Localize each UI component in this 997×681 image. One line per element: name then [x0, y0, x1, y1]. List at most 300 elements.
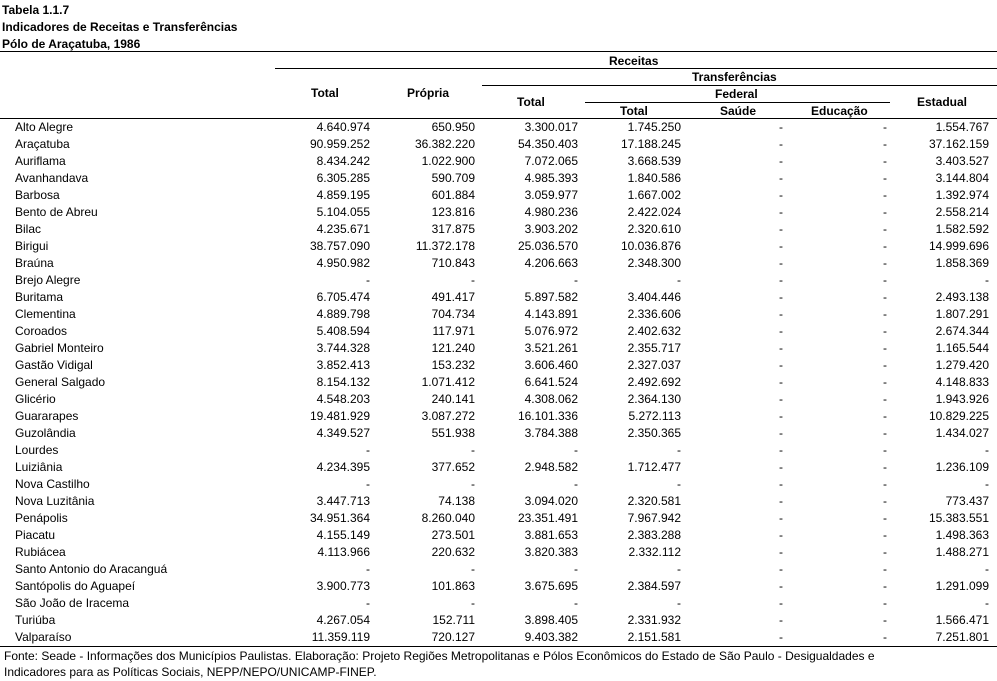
municipio-cell: Lourdes [15, 443, 59, 457]
table-row [0, 527, 997, 544]
propria-cell: 377.652 [431, 460, 475, 474]
propria-cell: 491.417 [431, 290, 475, 304]
municipio-cell: Guararapes [15, 409, 79, 423]
estadual-cell: 4.148.833 [935, 375, 989, 389]
propria-cell: 590.709 [431, 171, 475, 185]
transferencias-total-cell: 3.903.202 [524, 222, 578, 236]
transferencias-total-cell: 3.521.261 [524, 341, 578, 355]
federal-total-cell: 2.384.597 [627, 579, 681, 593]
estadual-cell: 7.251.801 [935, 630, 989, 644]
saude-cell: - [779, 290, 783, 304]
federal-total-cell: 2.332.112 [628, 545, 681, 559]
educacao-cell: - [883, 494, 887, 508]
table-row [0, 595, 997, 612]
estadual-cell: 1.582.592 [935, 222, 989, 236]
estadual-cell: 1.279.420 [935, 358, 989, 372]
saude-cell: - [779, 154, 783, 168]
municipio-cell: Braúna [15, 256, 54, 270]
municipio-cell: Bento de Abreu [15, 205, 98, 219]
federal-total-cell: 3.404.446 [627, 290, 681, 304]
header-estadual: Estadual [917, 95, 968, 109]
table-row [0, 493, 997, 510]
transferencias-total-cell: 4.143.891 [524, 307, 578, 321]
estadual-cell: 37.162.159 [928, 137, 989, 151]
federal-total-cell: 2.336.606 [627, 307, 681, 321]
propria-cell: 650.950 [431, 120, 475, 134]
source-note [4, 648, 994, 680]
table-row [0, 476, 997, 493]
propria-cell: 1.022.900 [421, 154, 475, 168]
total-cell: 4.889.798 [316, 307, 370, 321]
federal-total-cell: 10.036.876 [620, 239, 681, 253]
total-cell: 4.155.149 [316, 528, 370, 542]
propria-cell: 710.843 [431, 256, 475, 270]
saude-cell: - [779, 460, 783, 474]
estadual-cell: 1.165.544 [935, 341, 989, 355]
table-row [0, 459, 997, 476]
transferencias-total-cell: 3.094.020 [524, 494, 578, 508]
propria-cell: 8.260.040 [421, 511, 475, 525]
estadual-cell: 1.566.471 [935, 613, 989, 627]
saude-cell: - [779, 307, 783, 321]
saude-cell: - [779, 137, 783, 151]
municipio-cell: Bilac [15, 222, 42, 236]
federal-total-cell: 2.348.300 [627, 256, 681, 270]
table-row [0, 374, 997, 391]
header-receitas: Receitas [609, 54, 659, 68]
municipio-cell: Santo Antonio do Aracanguá [15, 562, 168, 576]
saude-cell: - [779, 341, 783, 355]
total-cell: 6.705.474 [316, 290, 370, 304]
municipio-cell: Brejo Alegre [15, 273, 81, 287]
table-number: Tabela 1.1.7 [2, 3, 70, 17]
federal-total-cell: 17.188.245 [620, 137, 681, 151]
estadual-cell: 10.829.225 [928, 409, 989, 423]
table-row [0, 238, 997, 255]
saude-cell: - [779, 120, 783, 134]
saude-cell: - [779, 426, 783, 440]
transferencias-total-cell: 54.350.403 [517, 137, 578, 151]
educacao-cell: - [883, 545, 887, 559]
educacao-cell: - [883, 511, 887, 525]
estadual-cell: 1.943.926 [935, 392, 989, 406]
propria-cell: - [471, 562, 475, 576]
transferencias-total-cell: - [574, 273, 578, 287]
transferencias-total-cell: 3.300.017 [524, 120, 578, 134]
total-cell: - [366, 562, 370, 576]
educacao-cell: - [883, 273, 887, 287]
table-row [0, 136, 997, 153]
estadual-cell: 1.236.109 [935, 460, 989, 474]
total-cell: 4.349.527 [316, 426, 370, 440]
total-cell: - [366, 443, 370, 457]
total-cell: 8.434.242 [316, 154, 370, 168]
table-row [0, 119, 997, 136]
educacao-cell: - [883, 290, 887, 304]
total-cell: 8.154.132 [316, 375, 370, 389]
federal-rule [585, 102, 890, 103]
total-cell: 11.359.119 [311, 630, 370, 644]
total-cell: 4.113.966 [317, 545, 370, 559]
saude-cell: - [779, 528, 783, 542]
transferencias-total-cell: 3.784.388 [524, 426, 578, 440]
educacao-cell: - [883, 477, 887, 491]
propria-cell: 74.138 [438, 494, 475, 508]
educacao-cell: - [883, 392, 887, 406]
table-row [0, 323, 997, 340]
federal-total-cell: - [677, 273, 681, 287]
saude-cell: - [779, 511, 783, 525]
header-saude: Saúde [720, 104, 757, 118]
municipio-cell: Guzolândia [15, 426, 76, 440]
estadual-cell: 1.392.974 [935, 188, 989, 202]
estadual-cell: 15.383.551 [928, 511, 989, 525]
municipio-cell: Clementina [15, 307, 76, 321]
header-federal: Federal [715, 87, 758, 101]
transferencias-total-cell: 9.403.382 [524, 630, 578, 644]
estadual-cell: 1.807.291 [935, 307, 989, 321]
estadual-cell: - [985, 443, 989, 457]
municipio-cell: Alto Alegre [15, 120, 74, 134]
table-body [0, 119, 997, 646]
federal-total-cell: 2.320.581 [627, 494, 681, 508]
transferencias-total-cell: - [574, 562, 578, 576]
saude-cell: - [779, 188, 783, 202]
table-row [0, 255, 997, 272]
saude-cell: - [779, 545, 783, 559]
total-cell: 4.548.203 [316, 392, 370, 406]
estadual-cell: 1.498.363 [935, 528, 989, 542]
table-bottom-rule [0, 646, 997, 647]
municipio-cell: Piacatu [15, 528, 56, 542]
federal-total-cell: 1.745.250 [627, 120, 681, 134]
estadual-cell: - [985, 562, 989, 576]
estadual-cell: 1.488.271 [935, 545, 989, 559]
federal-total-cell: 2.327.037 [627, 358, 681, 372]
propria-cell: 1.071.412 [421, 375, 475, 389]
educacao-cell: - [883, 562, 887, 576]
estadual-cell: - [985, 596, 989, 610]
table-row [0, 204, 997, 221]
table-row [0, 272, 997, 289]
saude-cell: - [779, 324, 783, 338]
propria-cell: 36.382.220 [414, 137, 475, 151]
table-row [0, 561, 997, 578]
educacao-cell: - [883, 256, 887, 270]
educacao-cell: - [883, 205, 887, 219]
educacao-cell: - [883, 239, 887, 253]
municipio-cell: Rubiácea [15, 545, 66, 559]
transferencias-total-cell: 3.059.977 [524, 188, 578, 202]
header-transferencias-total: Total [517, 95, 545, 109]
educacao-cell: - [883, 154, 887, 168]
total-cell: 4.267.054 [316, 613, 370, 627]
saude-cell: - [779, 613, 783, 627]
municipio-cell: Luiziânia [15, 460, 63, 474]
educacao-cell: - [883, 443, 887, 457]
transferencias-total-cell: - [574, 443, 578, 457]
educacao-cell: - [883, 596, 887, 610]
propria-cell: 152.711 [432, 613, 475, 627]
municipio-cell: Valparaíso [15, 630, 72, 644]
federal-total-cell: 2.364.130 [627, 392, 681, 406]
total-cell: 3.900.773 [316, 579, 370, 593]
propria-cell: 317.875 [431, 222, 475, 236]
federal-total-cell: 2.492.692 [627, 375, 681, 389]
educacao-cell: - [883, 188, 887, 202]
table-row [0, 408, 997, 425]
propria-cell: 704.734 [431, 307, 475, 321]
saude-cell: - [779, 171, 783, 185]
municipio-cell: Coroados [15, 324, 68, 338]
table-row [0, 221, 997, 238]
propria-cell: - [471, 477, 475, 491]
estadual-cell: 2.493.138 [935, 290, 989, 304]
transferencias-total-cell: 5.897.582 [524, 290, 578, 304]
propria-cell: 601.884 [431, 188, 475, 202]
transferencias-total-cell: 6.641.524 [524, 375, 578, 389]
saude-cell: - [779, 205, 783, 219]
table-row [0, 153, 997, 170]
municipio-cell: Glicério [15, 392, 56, 406]
propria-cell: 720.127 [431, 630, 475, 644]
transferencias-total-cell: 5.076.972 [524, 324, 578, 338]
estadual-cell: 14.999.696 [928, 239, 989, 253]
total-cell: 38.757.090 [309, 239, 370, 253]
federal-total-cell: 2.402.632 [627, 324, 681, 338]
federal-total-cell: 2.320.610 [627, 222, 681, 236]
transferencias-total-cell: 4.308.062 [524, 392, 578, 406]
educacao-cell: - [883, 137, 887, 151]
municipio-cell: Gastão Vidigal [15, 358, 93, 372]
federal-total-cell: 7.967.942 [627, 511, 681, 525]
educacao-cell: - [883, 426, 887, 440]
transferencias-total-cell: 3.820.383 [524, 545, 578, 559]
total-cell: - [366, 273, 370, 287]
federal-total-cell: 2.422.024 [627, 205, 681, 219]
estadual-cell: 1.858.369 [935, 256, 989, 270]
total-cell: 19.481.929 [309, 409, 370, 423]
saude-cell: - [779, 273, 783, 287]
propria-cell: 3.087.272 [421, 409, 475, 423]
federal-total-cell: - [677, 596, 681, 610]
propria-cell: 273.501 [431, 528, 475, 542]
estadual-cell: 2.674.344 [935, 324, 989, 338]
saude-cell: - [779, 239, 783, 253]
propria-cell: 11.372.178 [415, 239, 475, 253]
propria-cell: 101.863 [431, 579, 475, 593]
saude-cell: - [779, 358, 783, 372]
saude-cell: - [779, 596, 783, 610]
educacao-cell: - [883, 630, 887, 644]
educacao-cell: - [883, 409, 887, 423]
table-row [0, 391, 997, 408]
header-educacao: Educação [811, 104, 868, 118]
propria-cell: 153.232 [431, 358, 475, 372]
saude-cell: - [779, 256, 783, 270]
municipio-cell: Birigui [15, 239, 49, 253]
municipio-cell: Santópolis do Aguapeí [15, 579, 136, 593]
educacao-cell: - [883, 613, 887, 627]
municipio-cell: Gabriel Monteiro [15, 341, 104, 355]
federal-total-cell: 2.151.581 [627, 630, 681, 644]
educacao-cell: - [883, 460, 887, 474]
federal-total-cell: 5.272.113 [628, 409, 681, 423]
transferencias-total-cell: 7.072.065 [524, 154, 578, 168]
estadual-cell: 3.144.804 [935, 171, 989, 185]
source-line-2: Indicadores para as Políticas Sociais, NEPP/NEPO/UNICAMP-FINEP. [4, 665, 377, 679]
educacao-cell: - [883, 358, 887, 372]
saude-cell: - [779, 409, 783, 423]
table-row [0, 170, 997, 187]
transferencias-total-cell: 23.351.491 [517, 511, 578, 525]
total-cell: 4.950.982 [316, 256, 370, 270]
estadual-cell: 1.434.027 [935, 426, 989, 440]
table-row [0, 340, 997, 357]
federal-total-cell: 2.350.365 [627, 426, 681, 440]
federal-total-cell: 3.668.539 [627, 154, 681, 168]
transferencias-total-cell: 16.101.336 [517, 409, 578, 423]
federal-total-cell: 1.840.586 [627, 171, 681, 185]
receitas-rule [275, 68, 997, 69]
saude-cell: - [779, 579, 783, 593]
saude-cell: - [779, 375, 783, 389]
total-cell: 5.104.055 [316, 205, 370, 219]
total-cell: 5.408.594 [316, 324, 370, 338]
table-row [0, 510, 997, 527]
municipio-cell: Auriflama [15, 154, 66, 168]
total-cell: 3.852.413 [316, 358, 370, 372]
estadual-cell: 773.437 [945, 494, 989, 508]
federal-total-cell: - [677, 443, 681, 457]
total-cell: 34.951.364 [309, 511, 370, 525]
table-subtitle: Pólo de Araçatuba, 1986 [2, 37, 141, 51]
total-cell: - [366, 477, 370, 491]
educacao-cell: - [883, 222, 887, 236]
transferencias-total-cell: 4.206.663 [524, 256, 578, 270]
educacao-cell: - [883, 307, 887, 321]
educacao-cell: - [883, 120, 887, 134]
educacao-cell: - [883, 341, 887, 355]
saude-cell: - [779, 443, 783, 457]
header-propria: Própria [407, 86, 450, 100]
transferencias-total-cell: 3.675.695 [524, 579, 578, 593]
estadual-cell: 1.554.767 [935, 120, 989, 134]
educacao-cell: - [883, 324, 887, 338]
federal-total-cell: - [677, 477, 681, 491]
total-cell: - [366, 596, 370, 610]
federal-total-cell: 1.667.002 [627, 188, 681, 202]
total-cell: 4.235.671 [316, 222, 370, 236]
header-transferencias: Transferências [692, 70, 777, 84]
federal-total-cell: 1.712.477 [627, 460, 681, 474]
transferencias-total-cell: 4.985.393 [524, 171, 578, 185]
propria-cell: 240.141 [431, 392, 475, 406]
educacao-cell: - [883, 528, 887, 542]
municipio-cell: Araçatuba [15, 137, 70, 151]
total-cell: 90.959.252 [309, 137, 370, 151]
estadual-cell: 3.403.527 [935, 154, 989, 168]
transferencias-total-cell: - [574, 596, 578, 610]
municipio-cell: Barbosa [15, 188, 60, 202]
transferencias-total-cell: 3.881.653 [524, 528, 578, 542]
total-cell: 4.640.974 [316, 120, 370, 134]
municipio-cell: Nova Luzitânia [15, 494, 95, 508]
transferencias-total-cell: 4.980.236 [524, 205, 578, 219]
educacao-cell: - [883, 579, 887, 593]
table-row [0, 357, 997, 374]
municipio-cell: São João de Iracema [15, 596, 130, 610]
saude-cell: - [779, 630, 783, 644]
propria-cell: 121.240 [431, 341, 475, 355]
estadual-cell: - [985, 477, 989, 491]
header-federal-total: Total [620, 104, 648, 118]
propria-cell: 220.632 [431, 545, 475, 559]
header-total: Total [311, 86, 339, 100]
propria-cell: - [471, 443, 475, 457]
top-rule [0, 51, 997, 52]
federal-total-cell: 2.331.932 [627, 613, 681, 627]
estadual-cell: - [985, 273, 989, 287]
table-row [0, 187, 997, 204]
saude-cell: - [779, 222, 783, 236]
saude-cell: - [779, 477, 783, 491]
table-row [0, 289, 997, 306]
estadual-cell: 2.558.214 [935, 205, 989, 219]
transferencias-total-cell: 25.036.570 [517, 239, 578, 253]
federal-total-cell: 2.355.717 [627, 341, 681, 355]
transferencias-total-cell: - [574, 477, 578, 491]
table-row [0, 442, 997, 459]
municipio-cell: Penápolis [15, 511, 68, 525]
transferencias-rule [482, 85, 997, 86]
propria-cell: 123.816 [431, 205, 475, 219]
table-title: Indicadores de Receitas e Transferências [2, 20, 238, 34]
table-row [0, 629, 997, 646]
municipio-cell: Avanhandava [15, 171, 89, 185]
municipio-cell: Nova Castilho [15, 477, 90, 491]
propria-cell: - [471, 596, 475, 610]
total-cell: 4.234.395 [316, 460, 370, 474]
table-row [0, 578, 997, 595]
estadual-cell: 1.291.099 [935, 579, 989, 593]
transferencias-total-cell: 3.606.460 [524, 358, 578, 372]
table-row [0, 425, 997, 442]
total-cell: 3.744.328 [316, 341, 370, 355]
municipio-cell: Buritama [15, 290, 64, 304]
table-row [0, 612, 997, 629]
table-row [0, 306, 997, 323]
federal-total-cell: 2.383.288 [627, 528, 681, 542]
federal-total-cell: - [677, 562, 681, 576]
propria-cell: - [471, 273, 475, 287]
transferencias-total-cell: 3.898.405 [524, 613, 578, 627]
municipio-cell: General Salgado [15, 375, 106, 389]
total-cell: 6.305.285 [316, 171, 370, 185]
saude-cell: - [779, 494, 783, 508]
saude-cell: - [779, 562, 783, 576]
educacao-cell: - [883, 375, 887, 389]
total-cell: 3.447.713 [316, 494, 370, 508]
table-row [0, 544, 997, 561]
source-line-1: Fonte: Seade - Informações dos Municípios Paulistas. Elaboração: Projeto Regiões Metropolitanas e Pólos Econômicos do Estado de São Paulo - Desigualdades e [4, 649, 875, 663]
total-cell: 4.859.195 [316, 188, 370, 202]
propria-cell: 551.938 [431, 426, 475, 440]
saude-cell: - [779, 392, 783, 406]
propria-cell: 117.971 [432, 324, 475, 338]
transferencias-total-cell: 2.948.582 [524, 460, 578, 474]
municipio-cell: Turiúba [15, 613, 56, 627]
